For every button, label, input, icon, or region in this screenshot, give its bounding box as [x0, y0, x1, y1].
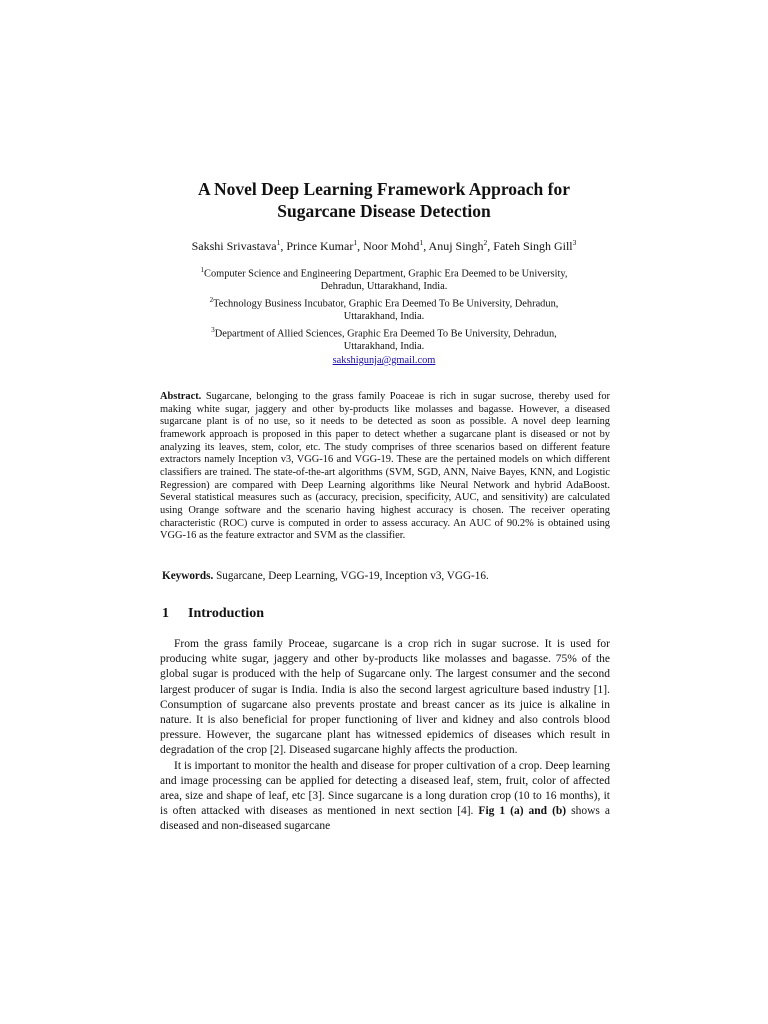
affiliation-mark: 2: [209, 296, 214, 305]
affiliation-3: [175, 324, 593, 341]
author-affiliation-mark: 1: [353, 238, 358, 247]
section-body: [160, 637, 610, 835]
author-affiliation-mark: 1: [276, 238, 281, 247]
keywords-label: Keywords.: [162, 570, 214, 582]
contact-email-link[interactable]: sakshigunja@gmail.com: [332, 355, 436, 366]
affiliation-text: Technology Business Incubator, Graphic Era Deemed To Be University, Dehradun,: [213, 298, 559, 310]
paragraph-1: From the grass family Proceae, sugarcane is a crop rich in sugar sucrose. It is used for producing white sugar, jaggery and other by-products like molasses and bagasse. 75% of the global sugar is produced with the help of Sugarcane only. The largest consumer and the second largest producer of sugar is India. India is also the second largest agriculture based industry [1]. Consumption of sugarcane also prevents prostate and breast cancer as its juice is alkaline in nature. It is also beneficial for proper functioning of liver and kidney and also controls blood pressure. However, the sugarcane plant has witnessed epidemics of diseases which result in degradation of the crop [2]. Diseased sugarcane highly affects the production.: [160, 638, 610, 757]
author-affiliation-mark: 1: [419, 238, 424, 247]
affiliation-2-cont: Uttarakhand, India.: [343, 311, 425, 323]
keywords-text: Sugarcane, Deep Learning, VGG-19, Inception v3, VGG-16.: [216, 570, 489, 582]
section-title: Introduction: [188, 606, 264, 621]
abstract-label: Abstract.: [160, 391, 202, 402]
paper-title-line-2: Sugarcane Disease Detection: [277, 201, 491, 221]
abstract: [160, 391, 610, 543]
author-affiliation-mark: 2: [483, 238, 488, 247]
affiliation-1: [175, 264, 593, 281]
affiliation-list: [175, 264, 593, 354]
author-name: Noor Mohd: [363, 239, 420, 253]
affiliation-3-cont: Uttarakhand, India.: [343, 341, 425, 353]
author-list: Sakshi Srivastava$^1$, Prince Kumar$^1$, Noor Mohd$^1$, Anuj Singh$^2$, Fateh Singh Gill$^3$: [191, 238, 577, 253]
author-affiliation-mark: 3: [572, 238, 577, 247]
affiliation-text: Department of Allied Sciences, Graphic Era Deemed To Be University, Dehradun,: [214, 328, 557, 340]
author-name: Anuj Singh: [428, 239, 484, 253]
affiliation-mark: 1: [200, 266, 205, 274]
affiliation-1-cont: Dehradun, Uttarakhand, India.: [320, 281, 448, 293]
affiliation-text: Computer Science and Engineering Department, Graphic Era Deemed to be University,: [204, 268, 568, 280]
section-heading: [162, 605, 264, 623]
paper-title-line-1: A Novel Deep Learning Framework Approach for: [197, 179, 570, 199]
affiliation-mark: 3: [211, 326, 215, 335]
author-name: Prince Kumar: [286, 239, 354, 253]
abstract-text: Sugarcane, belonging to the grass family Poaceae is rich in sugar sucrose, thereby used for making white sugar, jaggery and other by-products like molasses and bagasse. However, a diseased sugarcane plant is of no use, so it needs to be detected as soon as possible. A novel deep learning framework approach is proposed in this paper to detect whether a sugarcane plant is diseased or not by analyzing its leaves, stem, color, etc. The study comprises of three scenarios based on different feature extractors namely Inception v3, VGG-16 and VGG-19. These are the pertained models on which different classifiers are trained. The state-of-the-art algorithms (SVM, SGD, ANN, Naive Bayes, KNN, and Logistic Regression) are compared with Deep Learning algorithms like Neural Network and hybrid AdaBoost. Several statistical measures such as (accuracy, precision, specificity, AUC, and sensitivity) are calculated using Orange software and the scenario having highest accuracy is chosen. The receiver operating characteristic (ROC) curve is computed in order to assess accuracy. An AUC of 90.2% is obtained using VGG-16 as the feature extractor and SVM as the classifier.: [160, 391, 610, 542]
author-name: Sakshi Srivastava: [191, 239, 277, 253]
paragraph-2: [160, 759, 610, 835]
keywords: [162, 569, 612, 583]
contact-email-line: [0, 354, 768, 367]
paragraph-2-text: It is important to monitor the health and disease for proper cultivation of a crop. Deep learning and image processing can be applied for detecting a diseased leaf, stem, fruit, color of affected area, size and shape of leaf, etc [3]. Since sugarcane is a long duration crop (10 to 16 months), it is often attacked with diseases as mentioned in next section [4].: [160, 759, 610, 818]
affiliation-2: [175, 294, 593, 311]
section-number: 1: [162, 606, 169, 621]
paragraph-2-tail: shows a diseased and non-diseased sugarcane: [160, 805, 610, 833]
figure-reference: Fig 1 (a) and (b): [478, 805, 567, 818]
author-name: Fateh Singh Gill: [493, 239, 573, 253]
paper-title: [0, 178, 768, 222]
